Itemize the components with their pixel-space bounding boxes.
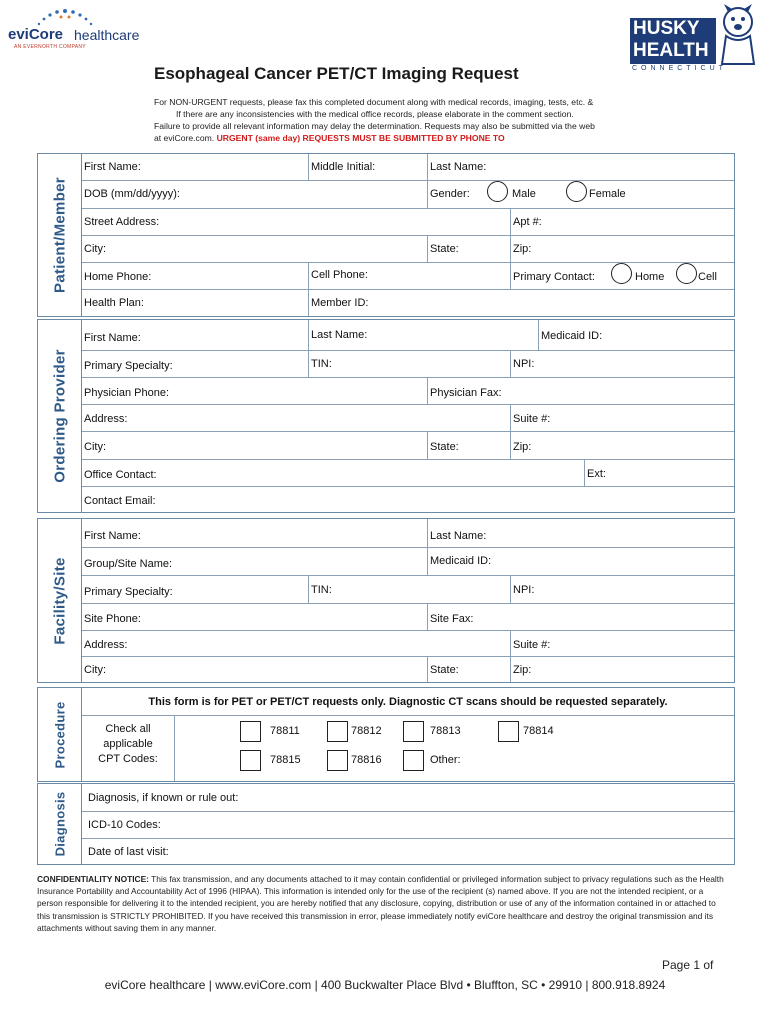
facility-side-label: Facility/Site — [38, 519, 82, 682]
contact-cell-radio[interactable] — [676, 263, 697, 284]
facility-group-site-field[interactable]: Group/Site Name: — [84, 558, 173, 570]
facility-suite-field[interactable]: Suite #: — [513, 639, 551, 651]
patient-street-field[interactable]: Street Address: — [84, 216, 160, 228]
evicore-tagline: AN EVERNORTH COMPANY — [14, 44, 86, 50]
cpt-78812-checkbox[interactable] — [327, 721, 348, 742]
footer-contact: eviCore healthcare | www.eviCore.com | 400 Buckwalter Place Blvd • Bluffton, SC • 29910 | 800.918.8924 — [104, 978, 666, 992]
gender-female-label: Female — [589, 188, 626, 200]
provider-side-label: Ordering Provider — [38, 320, 82, 512]
patient-home-phone-field[interactable]: Home Phone: — [84, 271, 152, 283]
patient-gender-label: Gender: — [430, 188, 470, 200]
facility-zip-field[interactable]: Zip: — [513, 664, 532, 676]
provider-tin-field[interactable]: TIN: — [311, 358, 332, 370]
intro-line-2: If there are any inconsistencies with the medical office records, please elaborate in the comment section. — [176, 109, 574, 119]
provider-city-field[interactable]: City: — [84, 441, 106, 453]
date-last-visit-field[interactable]: Date of last visit: — [88, 846, 169, 858]
facility-site-section — [37, 518, 735, 683]
provider-zip-field[interactable]: Zip: — [513, 441, 532, 453]
provider-medicaid-id-field[interactable]: Medicaid ID: — [541, 330, 603, 342]
contact-cell-label: Cell — [698, 271, 717, 283]
provider-specialty-field[interactable]: Primary Specialty: — [84, 360, 173, 372]
patient-side-label: Patient/Member — [38, 154, 82, 316]
husky-line1: HUSKY — [633, 18, 700, 39]
physician-fax-field[interactable]: Physician Fax: — [430, 387, 502, 399]
primary-contact-label: Primary Contact: — [513, 271, 595, 283]
patient-cell-phone-field[interactable]: Cell Phone: — [311, 269, 368, 281]
contact-email-field[interactable]: Contact Email: — [84, 495, 156, 507]
confidentiality-notice — [37, 873, 730, 934]
patient-middle-initial-field[interactable]: Middle Initial: — [311, 161, 376, 173]
husky-line2: HEALTH — [633, 40, 709, 61]
husky-mascot-icon — [716, 4, 760, 70]
intro-line-4: at eviCore.com. — [154, 133, 215, 143]
patient-state-field[interactable]: State: — [430, 243, 459, 255]
patient-health-plan-field[interactable]: Health Plan: — [84, 297, 144, 309]
diagnosis-side-label: Diagnosis — [38, 784, 82, 864]
office-ext-field[interactable]: Ext: — [587, 468, 606, 480]
patient-member-section — [37, 153, 735, 317]
cpt-78811-checkbox[interactable] — [240, 721, 261, 742]
husky-line3: CONNECTICUT — [632, 65, 727, 72]
check-cpt-label: Check all applicable CPT Codes: — [98, 723, 158, 765]
patient-last-name-field[interactable]: Last Name: — [430, 161, 487, 173]
cpt-other-checkbox[interactable] — [403, 750, 424, 771]
patient-apt-field[interactable]: Apt #: — [513, 216, 542, 228]
urgent-notice: URGENT (same day) REQUESTS MUST BE SUBMITTED BY PHONE TO — [216, 133, 505, 143]
facility-npi-field[interactable]: NPI: — [513, 584, 535, 596]
form-title: Esophageal Cancer PET/CT Imaging Request — [154, 64, 519, 83]
site-phone-field[interactable]: Site Phone: — [84, 613, 141, 625]
evicore-brand: eviCore — [8, 26, 64, 43]
cpt-78813-label: 78813 — [430, 725, 461, 737]
patient-dob-field[interactable]: DOB (mm/dd/yyyy): — [84, 188, 180, 200]
facility-address-field[interactable]: Address: — [84, 639, 128, 651]
procedure-notice: This form is for PET or PET/CT requests only. Diagnostic CT scans should be requested separately. — [148, 696, 668, 708]
physician-phone-field[interactable]: Physician Phone: — [84, 387, 169, 399]
procedure-section — [37, 687, 735, 782]
facility-medicaid-id-field[interactable]: Medicaid ID: — [430, 555, 492, 567]
confidentiality-label: CONFIDENTIALITY NOTICE: — [37, 874, 149, 884]
provider-npi-field[interactable]: NPI: — [513, 358, 535, 370]
confidentiality-text: This fax transmission, and any documents attached to it may contain confidential or privileged information subject to privacy regulations such as the Health Insurance Portability and Accountability Act of 1996 (HIPAA). This information is intended only for the use of the recipient (s) named above. If you are not the intended recipient, or a person responsible for delivering it to the intended recipient, you are hereby notified that any disclosure, copying, distribution or use of any of the information contained in or attached to this transmission is STRICTLY PROHIBITED. If you have received this transmission in error, please immediately notify eviCore healthcare and destroy the original transmission and its attachments without saving them in any manner. — [37, 874, 724, 933]
contact-home-label: Home — [635, 271, 665, 283]
cpt-78815-checkbox[interactable] — [240, 750, 261, 771]
diagnosis-field[interactable]: Diagnosis, if known or rule out: — [88, 792, 239, 804]
cpt-78816-checkbox[interactable] — [327, 750, 348, 771]
provider-state-field[interactable]: State: — [430, 441, 459, 453]
cpt-78815-label: 78815 — [270, 754, 301, 766]
patient-first-name-field[interactable]: First Name: — [84, 161, 141, 173]
facility-last-name-field[interactable]: Last Name: — [430, 530, 487, 542]
cpt-78816-label: 78816 — [351, 754, 382, 766]
cpt-78812-label: 78812 — [351, 725, 382, 737]
cpt-78814-checkbox[interactable] — [498, 721, 519, 742]
intro-line-3: Failure to provide all relevant information may delay the determination. Requests may also be submitted via the web — [154, 121, 595, 131]
gender-female-radio[interactable] — [566, 181, 587, 202]
cpt-78813-checkbox[interactable] — [403, 721, 424, 742]
gender-male-label: Male — [512, 188, 536, 200]
evicore-suffix: healthcare — [74, 27, 140, 43]
facility-first-name-field[interactable]: First Name: — [84, 530, 141, 542]
cpt-other-field[interactable]: Other: — [430, 754, 461, 766]
office-contact-field[interactable]: Office Contact: — [84, 469, 157, 481]
provider-suite-field[interactable]: Suite #: — [513, 413, 551, 425]
facility-specialty-field[interactable]: Primary Specialty: — [84, 586, 173, 598]
contact-home-radio[interactable] — [611, 263, 632, 284]
patient-zip-field[interactable]: Zip: — [513, 243, 532, 255]
page-number: Page 1 of — [662, 958, 714, 972]
provider-address-field[interactable]: Address: — [84, 413, 128, 425]
provider-first-name-field[interactable]: First Name: — [84, 332, 141, 344]
facility-city-field[interactable]: City: — [84, 664, 106, 676]
intro-text — [154, 96, 714, 144]
cpt-78814-label: 78814 — [523, 725, 554, 737]
cpt-78811-label: 78811 — [270, 725, 300, 737]
intro-line-1: For NON-URGENT requests, please fax this completed document along with medical records, imaging, tests, etc. & — [154, 97, 594, 107]
ordering-provider-section — [37, 319, 735, 513]
gender-male-radio[interactable] — [487, 181, 508, 202]
patient-member-id-field[interactable]: Member ID: — [311, 297, 369, 309]
patient-city-field[interactable]: City: — [84, 243, 106, 255]
facility-state-field[interactable]: State: — [430, 664, 459, 676]
site-fax-field[interactable]: Site Fax: — [430, 613, 474, 625]
icd10-codes-field[interactable]: ICD-10 Codes: — [88, 819, 161, 831]
procedure-side-label: Procedure — [38, 688, 82, 781]
provider-last-name-field[interactable]: Last Name: — [311, 329, 368, 341]
diagnosis-section — [37, 783, 735, 865]
husky-health-logo — [628, 4, 760, 76]
facility-tin-field[interactable]: TIN: — [311, 584, 332, 596]
